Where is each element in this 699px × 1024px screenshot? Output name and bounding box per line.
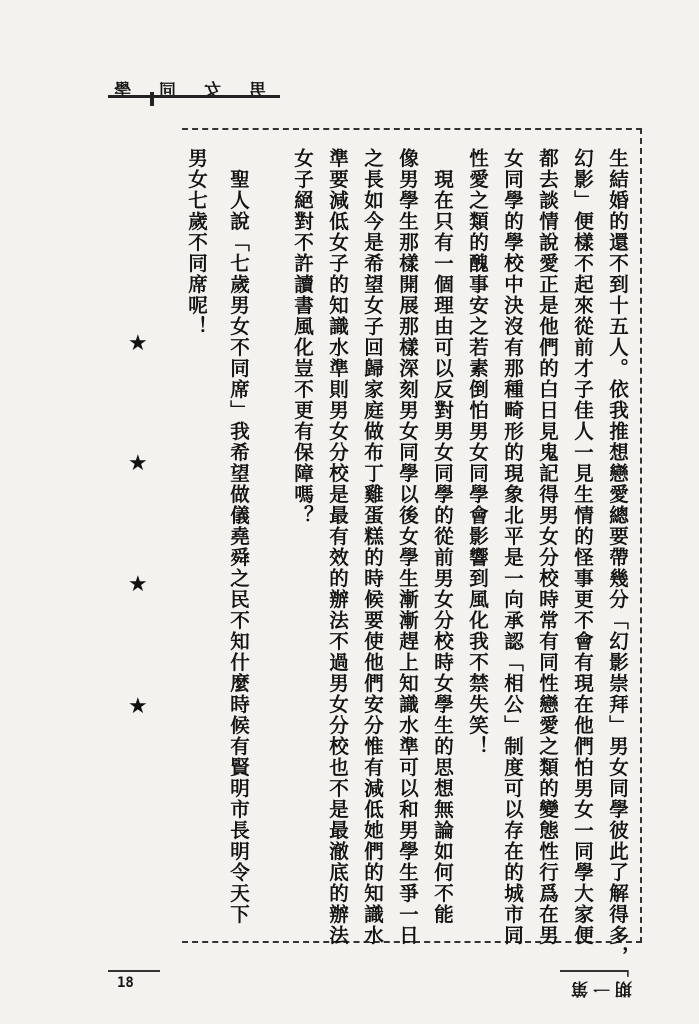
header-rule	[108, 95, 280, 98]
page-number: 18	[117, 975, 134, 991]
text-column: 幻影」便樣不起來從前才子佳人一見生情的怪事更不會有現在他們怕男女一同學大家便	[571, 148, 594, 946]
text-column: 女同學的學校中決沒有那種畸形的現象北平是一向承認「相公」制度可以存在的城市同	[501, 148, 524, 946]
issue-char: 一	[590, 978, 610, 998]
footer-rule-right	[560, 970, 628, 972]
star-ornament: ★	[128, 694, 148, 719]
header-tick	[150, 92, 154, 106]
text-column: 準要減低女子的知識水準則男女分校是最有效的辦法不過男女分校也不是最澈底的辦法	[326, 148, 349, 946]
header-char: 學	[112, 81, 131, 101]
text-column: 現在只有一個理由可以反對男女同學的從前男女分校時女學生的思想無論如何不能	[431, 148, 454, 925]
header-char: 女	[202, 81, 221, 101]
header-char: 男	[247, 81, 266, 101]
footer-rule-left	[108, 970, 160, 972]
text-column: 男女七歲不同席呢！	[185, 148, 208, 337]
text-column: 都去談情說愛正是他們的白日見鬼記得男女分校時常有同性戀愛之類的變態性行爲在男	[536, 148, 559, 946]
text-column: 性愛之類的醜事安之若素倒怕男女同學會影響到風化我不禁失笑！	[466, 148, 489, 757]
star-ornament: ★	[128, 451, 148, 476]
header-char: 同	[157, 81, 176, 101]
star-ornament: ★	[128, 572, 148, 597]
text-column: 之長如今是希望女子回歸家庭做布丁雞蛋糕的時候要使他們安分惟有減低她們的知識水	[361, 148, 384, 946]
text-column: 聖人說「七歲男女不同席」我希望做儀堯舜之民不知什麼時候有賢明市長明令天下	[227, 148, 250, 925]
issue-label	[568, 978, 632, 1003]
issue-char: 期	[612, 978, 632, 998]
issue-char: 第	[568, 978, 588, 998]
text-column: 生結婚的還不到十五人。依我推想戀愛總要帶幾分「幻影崇拜」男女同學彼此了解得多，「	[606, 148, 629, 979]
text-column: 像男學生那樣開展那樣深刻男女同學以後女學生漸漸趕上知識水準可以和男學生爭一日	[396, 148, 419, 946]
star-ornament: ★	[128, 331, 148, 356]
text-column: 女子絕對不許讀書風化豈不更有保障嗎？	[291, 148, 314, 526]
